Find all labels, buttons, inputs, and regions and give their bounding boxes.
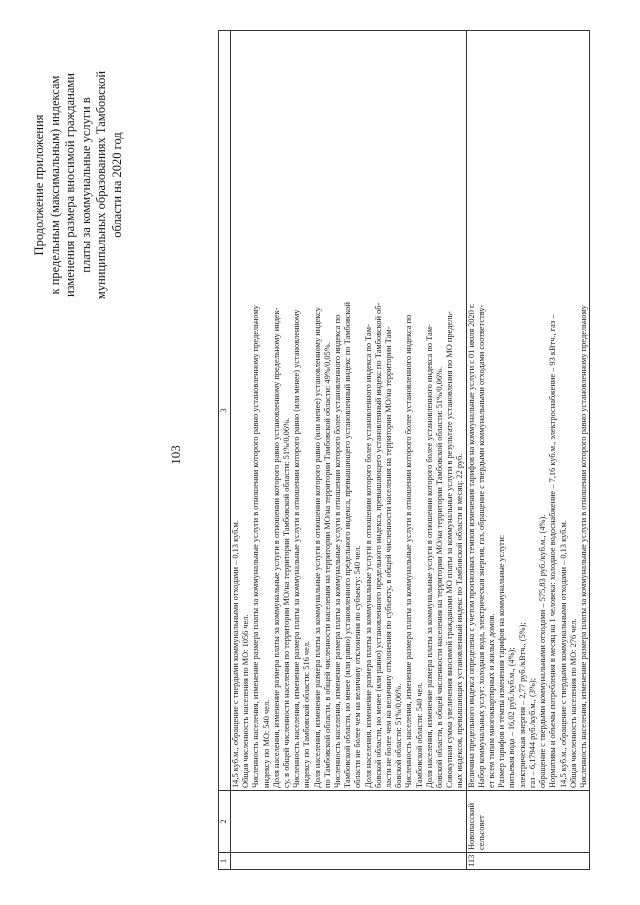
text-line: Численность населения, изменение размера платы за коммунальные услуги в отношении которого равно (или менее) установленному — [292, 309, 302, 788]
column-header: 1 — [219, 853, 231, 870]
header-line: области на 2020 год — [109, 132, 124, 238]
continuation-row — [231, 31, 467, 870]
municipality-name — [466, 791, 589, 853]
text-line: по Тамбовской области, в общей численности населения на территории МО/на территории Тамбовской области: 49%/0,05%. — [322, 342, 332, 788]
text-line: области не более чем на величину отклонения по субъекту: 540 чел. — [353, 545, 363, 788]
text-line: Величина предельного индекса определена с учетом прогнозных темпов изменения тарифов на коммунальные услуги с 01 июля 2020 г. — [466, 303, 476, 788]
header-line: изменения размера вносимой гражданами — [63, 73, 77, 298]
text-line: питьевая вода – 16,02 руб./куб.м., (4%); — [507, 647, 517, 788]
header-line: к предельным (максимальным) индексам — [47, 75, 62, 295]
continuation-text-cell — [231, 31, 467, 791]
indices-table — [218, 30, 590, 870]
text-line: Численность населения, изменение размера платы за коммунальные услуги в отношении которого более установленного индекса по — [404, 314, 414, 788]
text-line: Доля населения, изменение размера платы за коммунальные услуги в отношении которого равно установленному предельному индек- — [271, 307, 281, 788]
text-line: бовской области: 51%/0,06%. — [394, 683, 404, 788]
text-line: индексу по Тамбовской области: 516 чел. — [302, 640, 312, 788]
text-line: Численность населения, изменение размера платы за коммунальные услуги в отношении которого равно установленному предельному — [251, 305, 261, 788]
text-line: обращение с твердыми коммунальными отходами – 575,83 руб./куб.м., (4%). — [538, 514, 548, 788]
text-line: Тамбовской области: 540 чел. — [414, 682, 424, 788]
text-line: Доля населения, изменение размера платы за коммунальные услуги в отношении которого более установленного индекса по Там- — [363, 324, 373, 788]
text-line: индексу по МО: 540 чел. — [261, 699, 271, 788]
row-number: 113 — [466, 853, 589, 870]
text-line: Доля населения, изменение размера платы за коммунальные услуги в отношении которого равно (или менее) установленному индексу — [312, 307, 322, 788]
header-line: муниципальных образованиях Тамбовской — [94, 70, 108, 300]
text-line: бовской области, в общей численности населения на территории МО/на территории Тамбовской области: 51%/0,06%. — [435, 366, 445, 788]
text-line: Размер тарифов и темпы изменения тарифов на коммунальные услуги: — [497, 534, 507, 788]
appendix-header — [32, 5, 125, 365]
row-number-cell — [231, 853, 467, 870]
text-line: Совокупная сумма увеличения вносимой гражданами МО платы за коммунальные услуги в результате установления по МО предель- — [445, 311, 455, 788]
table-row — [466, 31, 589, 870]
text-line: Набор коммунальных услуг: холодная вода, электрическая энергия, газ, обращение с твердыми коммунальными отходами соответству- — [476, 304, 486, 788]
text-line: Доля населения, изменение размера платы за коммунальные услуги в отношении которого более установленного индекса по Там- — [424, 324, 434, 788]
text-line: Численность населения, изменение размера платы за коммунальные услуги в отношении которого более установленного индекса по — [333, 314, 343, 788]
page-number: 103 — [168, 445, 183, 465]
header-line: платы за коммунальные услуги в — [78, 97, 93, 273]
column-header: 3 — [219, 31, 231, 791]
text-line: ных индексов, превышающих установленный индекс по Тамбовской области в месяц: 22 руб. — [455, 453, 465, 788]
municipality-cell — [231, 791, 467, 853]
column-header-row — [219, 31, 231, 870]
text-line: Численность населения, изменение размера платы за коммунальные услуги в отношении которого равно установленному предельному — [578, 305, 588, 788]
header-line: Продолжение приложения — [32, 114, 46, 256]
text-line: ет всем типам многоквартирных и жилых домов. — [487, 613, 497, 788]
text-line: Тамбовской области, но менее (или равно) установленного предельного индекса, превышающего установленный индекс по Тамбовской — [343, 302, 353, 788]
municipality-label: Новопасский сельсовет — [466, 803, 486, 850]
text-line: газ – 6,17944 руб./куб.м., (3%); — [527, 677, 537, 788]
text-line: электрическая энергия – 2,77 руб./кВтч., (5%); — [517, 622, 527, 788]
text-line: Общая численность населения по МО: 1056 чел. — [241, 614, 251, 788]
text-line: ласти не более чем на величину отклонения по субъекту, в общей численности населения на территории МО/на территории Там- — [384, 326, 394, 788]
text-line: су, в общей численности населения по территории МО/на территории Тамбовской области: 51%/0,06%. — [282, 417, 292, 788]
text-line: Нормативы и объемы потребления в месяц на 1 человека: холодное водоснабжение – 7,16 куб.м., электроснабжение – 93 кВтч., газ – — [548, 314, 558, 788]
row-text-cell — [466, 31, 589, 791]
text-line: 14,5 куб.м., обращение с твердыми коммунальными отходами – 0,13 куб.м. — [231, 520, 240, 788]
text-line: бовской области, но менее (или равно) установленного предельного индекса, превышающего установленный индекс по Тамбовской об- — [373, 302, 383, 788]
text-line: 14,5 куб.м., обращение с твердыми коммунальными отходами – 0,13 куб.м. — [558, 520, 568, 788]
column-header: 2 — [219, 791, 231, 853]
text-line: Общая численность населения по МО: 276 чел. — [568, 618, 578, 788]
